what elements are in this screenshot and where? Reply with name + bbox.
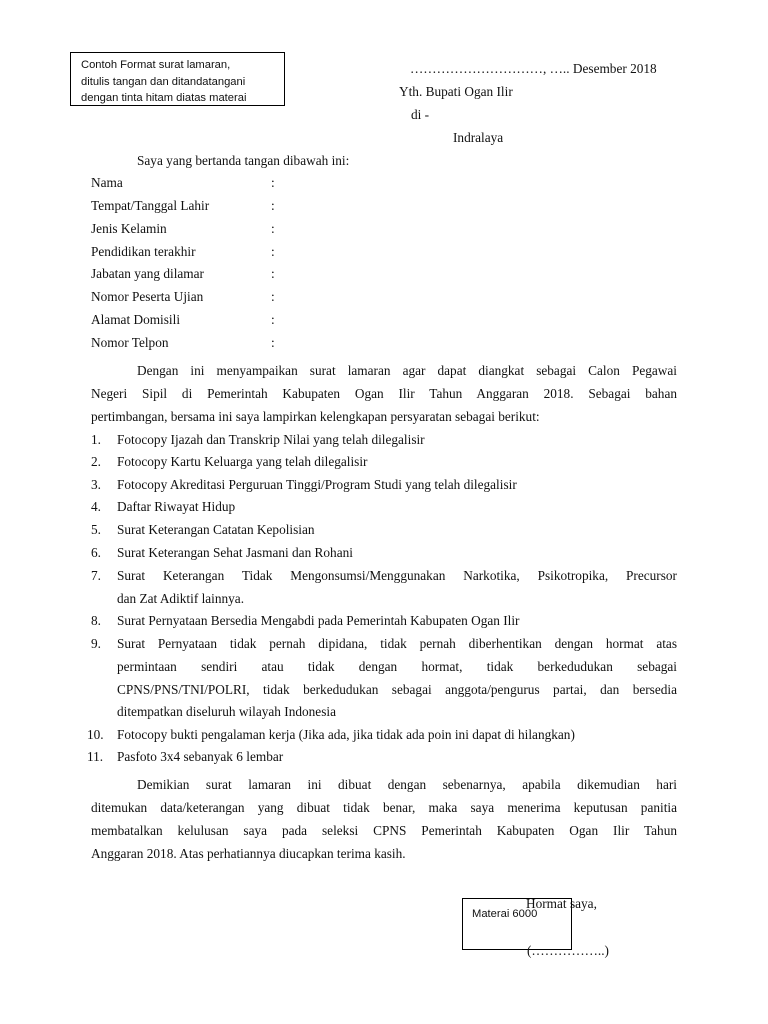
recipient-line: Yth. Bupati Ogan Ilir bbox=[399, 84, 513, 99]
field-colon: : bbox=[271, 198, 275, 213]
list-number: 9. bbox=[91, 636, 101, 651]
note-line: dengan tinta hitam diatas materai bbox=[81, 92, 247, 104]
list-number: 4. bbox=[91, 499, 101, 514]
di-line: di - bbox=[411, 107, 430, 122]
paragraph-line: pertimbangan, bersama ini saya lampirkan kelengkapan persyaratan sebagai berikut: bbox=[91, 409, 540, 424]
list-item: Fotocopy Ijazah dan Transkrip Nilai yang telah dilegalisir bbox=[117, 432, 425, 447]
list-item-continuation: ditempatkan diseluruh wilayah Indonesia bbox=[117, 704, 336, 719]
list-item-continuation: CPNS/PNS/TNI/POLRI, tidak berkedudukan sebagai anggota/pengurus partai, dan bersedia bbox=[117, 682, 677, 697]
paragraph-line: ditemukan data/keterangan yang dibuat tidak benar, maka saya menerima keputusan panitia bbox=[91, 800, 677, 815]
signature-line: (……………..) bbox=[527, 943, 609, 958]
instruction-note-box bbox=[70, 52, 285, 106]
list-number: 6. bbox=[91, 545, 101, 560]
field-label-jenis-kelamin: Jenis Kelamin bbox=[91, 221, 167, 236]
list-number: 1. bbox=[91, 432, 101, 447]
place-line: Indralaya bbox=[453, 130, 504, 145]
field-label-pendidikan: Pendidikan terakhir bbox=[91, 244, 196, 259]
list-item: Pasfoto 3x4 sebanyak 6 lembar bbox=[117, 749, 284, 764]
list-number: 7. bbox=[91, 568, 101, 583]
field-colon: : bbox=[271, 175, 275, 190]
field-colon: : bbox=[271, 221, 275, 236]
intro-line: Saya yang bertanda tangan dibawah ini: bbox=[137, 153, 350, 168]
note-line: Contoh Format surat lamaran, bbox=[81, 59, 231, 71]
field-colon: : bbox=[271, 244, 275, 259]
list-item-continuation: dan Zat Adiktif lainnya. bbox=[117, 591, 245, 606]
list-item: Surat Pernyataan Bersedia Mengabdi pada Pemerintah Kabupaten Ogan Ilir bbox=[117, 613, 520, 628]
paragraph-line: Anggaran 2018. Atas perhatiannya diucapkan terima kasih. bbox=[91, 846, 406, 861]
field-label-nama: Nama bbox=[91, 175, 123, 190]
field-label-alamat: Alamat Domisili bbox=[91, 312, 181, 327]
paragraph-line: membatalkan kelulusan saya pada seleksi CPNS Pemerintah Kabupaten Ogan Ilir Tahun bbox=[91, 823, 677, 838]
field-colon: : bbox=[271, 266, 275, 281]
paragraph-line: Negeri Sipil di Pemerintah Kabupaten Ogan Ilir Tahun Anggaran 2018. Sebagai bahan bbox=[91, 386, 677, 401]
list-number: 2. bbox=[91, 454, 101, 469]
list-number: 11. bbox=[87, 749, 104, 764]
field-label-tempat-tanggal-lahir: Tempat/Tanggal Lahir bbox=[91, 198, 210, 213]
date-line: …………………………, ….. Desember 2018 bbox=[410, 61, 657, 76]
list-item: Surat Pernyataan tidak pernah dipidana, tidak pernah diberhentikan dengan hormat atas bbox=[117, 636, 677, 651]
list-item-continuation: permintaan sendiri atau tidak dengan hormat, tidak berkedudukan sebagai bbox=[117, 659, 677, 674]
list-item: Fotocopy Kartu Keluarga yang telah dilegalisir bbox=[117, 454, 368, 469]
list-item: Surat Keterangan Tidak Mengonsumsi/Menggunakan Narkotika, Psikotropika, Precursor bbox=[117, 568, 677, 583]
field-colon: : bbox=[271, 289, 275, 304]
list-item: Surat Keterangan Catatan Kepolisian bbox=[117, 522, 315, 537]
paragraph-line: Demikian surat lamaran ini dibuat dengan sebenarnya, apabila dikemudian hari bbox=[137, 777, 677, 792]
list-number: 10. bbox=[87, 727, 104, 742]
field-label-nomor-telpon: Nomor Telpon bbox=[91, 335, 169, 350]
field-colon: : bbox=[271, 335, 275, 350]
field-colon: : bbox=[271, 312, 275, 327]
list-number: 3. bbox=[91, 477, 101, 492]
list-item: Daftar Riwayat Hidup bbox=[117, 499, 236, 514]
field-label-nomor-peserta: Nomor Peserta Ujian bbox=[91, 289, 204, 304]
list-item: Fotocopy bukti pengalaman kerja (Jika ada, jika tidak ada poin ini dapat di hilangkan) bbox=[117, 727, 575, 742]
note-line: ditulis tangan dan ditandatangani bbox=[81, 75, 246, 88]
paragraph-line: Dengan ini menyampaikan surat lamaran agar dapat diangkat sebagai Calon Pegawai bbox=[137, 363, 677, 378]
list-number: 8. bbox=[91, 613, 101, 628]
list-item: Surat Keterangan Sehat Jasmani dan Rohani bbox=[117, 545, 353, 560]
field-label-jabatan: Jabatan yang dilamar bbox=[91, 266, 204, 281]
closing-greeting: Hormat saya, bbox=[526, 896, 597, 911]
stamp-label: Materai 6000 bbox=[472, 908, 538, 920]
list-item: Fotocopy Akreditasi Perguruan Tinggi/Program Studi yang telah dilegalisir bbox=[117, 477, 517, 492]
list-number: 5. bbox=[91, 522, 101, 537]
